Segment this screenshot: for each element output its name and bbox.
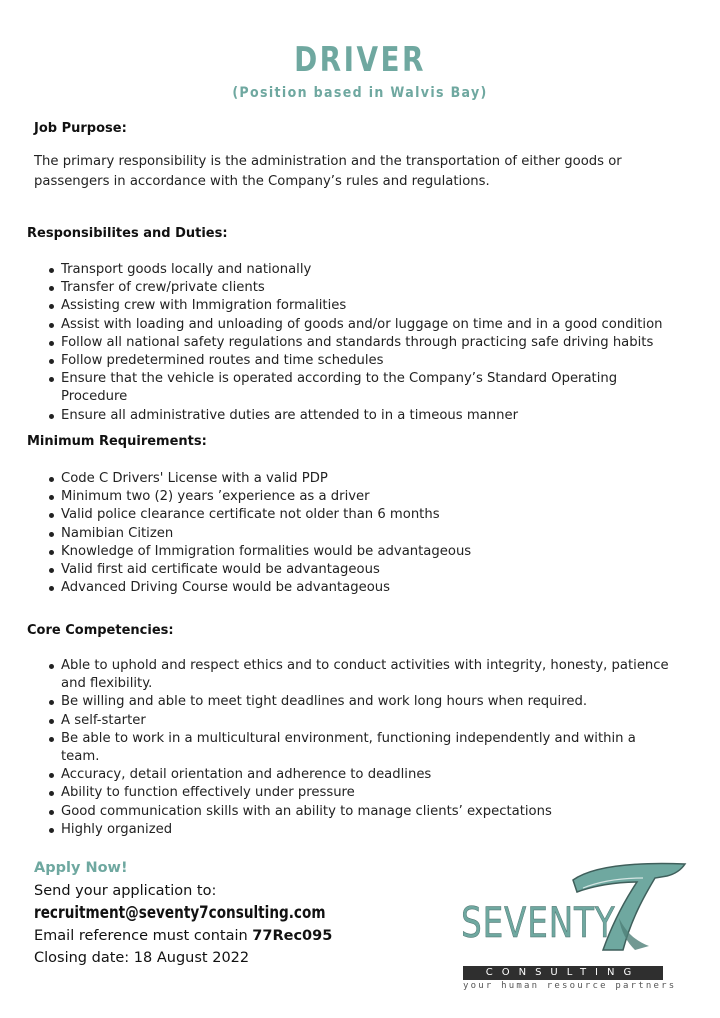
list-item: A self-starter [61,712,671,730]
closing-date: Closing date: 18 August 2022 [34,950,250,966]
list-item: Knowledge of Immigration formalities would be advantageous [61,543,681,561]
list-item: Follow predetermined routes and time schedules [61,352,681,370]
list-item: Accuracy, detail orientation and adherence to deadlines [61,766,671,784]
responsibilities-heading: Responsibilites and Duties: [27,226,228,241]
list-item: Follow all national safety regulations and standards through practicing safe driving habits [61,334,681,352]
list-item: Able to uphold and respect ethics and to conduct activities with integrity, honesty, patience and flexibility. [61,657,671,693]
list-item: Advanced Driving Course would be advantageous [61,579,681,597]
list-item: Valid first aid certificate would be advantageous [61,561,681,579]
list-item: Be able to work in a multicultural environment, functioning independently and within a team. [61,730,671,766]
logo-tagline: your human resource partners [463,981,677,991]
requirements-heading: Minimum Requirements: [27,434,207,449]
logo-consulting-bar: CONSULTING [463,966,663,980]
send-to-text: Send your application to: [34,883,217,899]
list-item: Code C Drivers' License with a valid PDP [61,470,681,488]
apply-now-heading: Apply Now! [34,860,128,876]
page-subtitle: (Position based in Walvis Bay) [232,85,488,101]
competencies-heading: Core Competencies: [27,623,174,638]
list-item: Ensure that the vehicle is operated according to the Company’s Standard Operating Procedure [61,370,681,406]
reference-code: 77Rec095 [252,928,333,944]
job-purpose-heading: Job Purpose: [34,121,127,136]
reference-line [34,928,332,944]
job-purpose-text: The primary responsibility is the administration and the transportation of either goods or passengers in accordance with the Company’s rules and regulations. [34,154,622,189]
list-item: Good communication skills with an ability to manage clients’ expectations [61,803,671,821]
list-item: Transport goods locally and nationally [61,261,681,279]
responsibilities-list [61,261,681,425]
list-item: Assisting crew with Immigration formalities [61,297,681,315]
logo-wordmark: SEVENTY [461,898,616,947]
recruitment-email-link[interactable]: recruitment@seventy7consulting.com [34,903,326,923]
list-item: Transfer of crew/private clients [61,279,681,297]
list-item: Namibian Citizen [61,525,681,543]
list-item: Ensure all administrative duties are attended to in a timeous manner [61,407,681,425]
list-item: Assist with loading and unloading of goods and/or luggage on time and in a good condition [61,316,681,334]
requirements-list [61,470,681,597]
list-item: Be willing and able to meet tight deadlines and work long hours when required. [61,693,671,711]
company-logo [455,858,695,996]
page-title: DRIVER [294,40,426,80]
list-item: Valid police clearance certificate not older than 6 months [61,506,681,524]
competencies-list [61,657,671,839]
list-item: Ability to function effectively under pressure [61,784,671,802]
list-item: Minimum two (2) years ’experience as a driver [61,488,681,506]
list-item: Highly organized [61,821,671,839]
reference-label: Email reference must contain [34,928,253,944]
